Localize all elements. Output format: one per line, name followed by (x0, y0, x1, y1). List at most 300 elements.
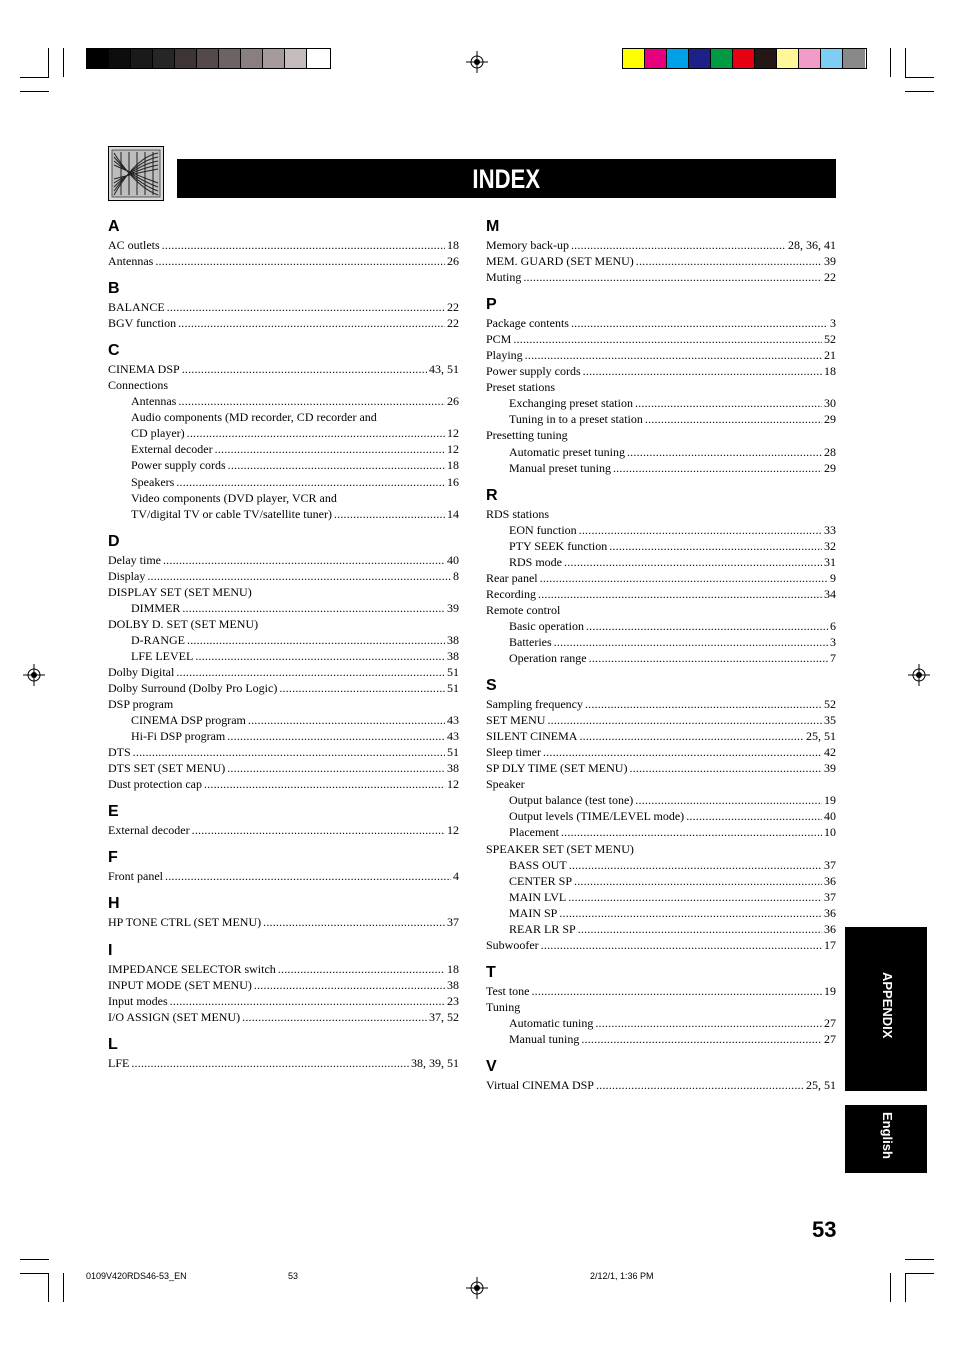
index-page-ref: 28 (824, 444, 836, 459)
letter-spacer (108, 931, 459, 939)
index-letter-heading: P (486, 296, 497, 314)
index-group-label (108, 696, 459, 712)
dot-leader (686, 808, 822, 824)
dot-leader (568, 889, 822, 905)
index-term: Placement (509, 825, 559, 840)
letter-spacer (108, 331, 459, 339)
index-page-ref: 19 (824, 793, 836, 808)
dot-leader (569, 857, 822, 873)
index-page-ref: 22 (824, 270, 836, 285)
crop-mark (905, 77, 934, 78)
index-entry (486, 315, 836, 331)
index-page-ref: 28, 36, 41 (788, 238, 836, 252)
index-term: Dust protection cap (108, 777, 202, 792)
index-term: Dolby Surround (Dolby Pro Logic) (108, 681, 278, 696)
index-page-ref: 39 (447, 600, 459, 615)
index-term: TV/digital TV or cable TV/satellite tuner) (131, 506, 332, 521)
index-letter-heading: V (486, 1058, 497, 1076)
index-entry (108, 868, 459, 884)
index-entry (108, 648, 459, 664)
crop-mark (905, 48, 906, 77)
index-term: LFE (108, 1055, 130, 1070)
index-page-ref: 38 (447, 632, 459, 647)
dot-leader (525, 347, 822, 363)
dot-leader (215, 441, 445, 457)
index-entry (108, 1009, 459, 1025)
index-term: DTS SET (SET MENU) (108, 761, 226, 776)
letter-spacer (486, 285, 836, 293)
index-page-ref: 12 (447, 823, 459, 838)
index-entry (486, 1031, 836, 1047)
index-page-ref: 6 (830, 618, 836, 633)
index-term: Input modes (108, 993, 168, 1008)
dot-leader (636, 253, 822, 269)
index-entry (108, 299, 459, 315)
index-group-label (486, 379, 836, 395)
index-entry (486, 411, 836, 427)
registration-mark-icon (466, 51, 488, 73)
letter-spacer (486, 953, 836, 961)
index-term: Muting (486, 270, 522, 285)
index-term: Sampling frequency (486, 697, 583, 712)
index-group-label (108, 490, 459, 506)
index-page-ref: 27 (824, 1031, 836, 1046)
dot-leader (538, 586, 822, 602)
index-term: HP TONE CTRL (SET MENU) (108, 915, 262, 930)
dot-leader (167, 299, 445, 315)
index-term: INPUT MODE (SET MENU) (108, 977, 252, 992)
dot-leader (531, 983, 822, 999)
dot-leader (579, 522, 822, 538)
index-page-ref: 36 (824, 921, 836, 936)
page-number: 53 (812, 1217, 837, 1242)
index-term: Batteries (509, 634, 552, 649)
index-entry (486, 444, 836, 460)
color-swatch (799, 49, 821, 68)
dot-leader (187, 425, 445, 441)
index-page-ref: 38, 39, 51 (411, 1055, 459, 1070)
dot-leader (176, 664, 445, 680)
index-page-ref: 18 (447, 238, 459, 252)
index-entry (486, 237, 836, 253)
index-term: PTY SEEK function (509, 538, 608, 553)
index-term: DOLBY D. SET (SET MENU) (108, 616, 259, 631)
crop-mark (48, 1273, 49, 1302)
index-letter-heading: C (108, 342, 120, 360)
index-term: Power supply cords (131, 458, 226, 473)
index-term: Remote control (486, 602, 561, 617)
index-entry (486, 460, 836, 476)
index-page-ref: 34 (824, 586, 836, 601)
index-entry (486, 792, 836, 808)
index-entry (108, 253, 459, 269)
index-entry (486, 650, 836, 666)
index-entry (108, 568, 459, 584)
footer-date: 2/12/1, 1:36 PM (590, 1271, 654, 1281)
dot-leader (579, 728, 804, 744)
index-entry (486, 554, 836, 570)
color-swatch (843, 49, 865, 68)
index-page-ref: 12 (447, 442, 459, 457)
index-term: DISPLAY SET (SET MENU) (108, 584, 252, 599)
index-page-ref: 39 (824, 254, 836, 269)
index-entry (108, 914, 459, 930)
index-entry (486, 744, 836, 760)
index-entry (486, 983, 836, 999)
dot-leader (629, 760, 822, 776)
index-page-ref: 17 (824, 937, 836, 952)
dot-leader (609, 538, 822, 554)
index-entry (108, 474, 459, 490)
index-group-label (486, 776, 836, 792)
dot-leader (165, 868, 451, 884)
appendix-tab-label: APPENDIX (880, 972, 895, 1039)
dot-leader (227, 728, 445, 744)
index-entry (486, 347, 836, 363)
index-page-ref: 43 (447, 713, 459, 728)
index-term: Speaker (486, 777, 525, 792)
index-letter-heading: S (486, 677, 497, 695)
dot-leader (155, 253, 445, 269)
index-entry (108, 664, 459, 680)
index-term: Memory back-up (486, 238, 569, 252)
index-entry (108, 425, 459, 441)
index-letter-heading: D (108, 532, 120, 550)
index-term: DIMMER (131, 600, 181, 615)
section-logo-icon (108, 146, 164, 201)
crop-mark (48, 48, 49, 77)
index-page-ref: 27 (824, 1015, 836, 1030)
index-page-ref: 36 (824, 905, 836, 920)
index-entry (108, 728, 459, 744)
index-entry (486, 331, 836, 347)
index-term: I/O ASSIGN (SET MENU) (108, 1009, 241, 1024)
crop-mark (20, 1259, 49, 1260)
dot-leader (581, 1031, 822, 1047)
dot-leader (227, 760, 445, 776)
dot-leader (513, 331, 822, 347)
index-term: RDS mode (509, 554, 563, 569)
index-page-ref: 35 (824, 713, 836, 728)
dot-leader (561, 824, 822, 840)
index-term: LFE LEVEL (131, 648, 194, 663)
index-term: Tuning in to a preset station (509, 412, 643, 427)
dot-leader (627, 444, 822, 460)
dot-leader (543, 744, 822, 760)
index-entry (108, 680, 459, 696)
index-page-ref: 31 (824, 554, 836, 569)
index-term: MAIN LVL (509, 889, 567, 904)
index-term: Delay time (108, 552, 161, 567)
index-entry (108, 237, 459, 253)
index-entry (486, 728, 836, 744)
index-entry (108, 822, 459, 838)
index-entry (486, 363, 836, 379)
index-entry (486, 395, 836, 411)
color-swatch (777, 49, 799, 68)
index-entry (108, 776, 459, 792)
letter-spacer (108, 269, 459, 277)
grayscale-color-bar (86, 48, 331, 69)
color-swatch (821, 49, 843, 68)
index-term: REAR LR SP (509, 921, 576, 936)
color-swatch (667, 49, 689, 68)
dot-leader (242, 1009, 427, 1025)
dot-leader (585, 696, 822, 712)
index-term: Test tone (486, 983, 530, 998)
dot-leader (192, 822, 445, 838)
index-term: Antennas (131, 394, 177, 409)
dot-leader (176, 474, 445, 490)
index-entry (108, 961, 459, 977)
index-term: Video components (DVD player, VCR and (131, 490, 337, 505)
index-page-ref: 10 (824, 825, 836, 840)
index-page-ref: 25, 51 (806, 729, 836, 744)
index-group-label (108, 409, 459, 425)
index-entry (108, 993, 459, 1009)
index-page-ref: 26 (447, 394, 459, 409)
index-letter-heading: H (108, 895, 120, 913)
index-term: Front panel (108, 869, 163, 884)
index-page-ref: 22 (447, 316, 459, 331)
dot-leader (228, 457, 445, 473)
index-entry (486, 808, 836, 824)
color-swatch (623, 49, 645, 68)
letter-spacer (108, 838, 459, 846)
index-entry (486, 586, 836, 602)
index-page-ref: 25, 51 (806, 1078, 836, 1093)
dot-leader (554, 634, 828, 650)
index-term: Connections (108, 378, 168, 393)
crop-mark (905, 1259, 934, 1260)
index-term: Sleep timer (486, 745, 541, 760)
index-page-ref: 18 (447, 961, 459, 976)
crop-mark (905, 1273, 934, 1274)
index-term: External decoder (131, 442, 213, 457)
index-term: Manual tuning (509, 1031, 580, 1046)
index-entry (486, 921, 836, 937)
index-page-ref: 37 (447, 915, 459, 930)
dot-leader (163, 552, 445, 568)
index-entry (108, 632, 459, 648)
language-tab-label: English (880, 1112, 895, 1159)
index-entry (486, 824, 836, 840)
dot-leader (645, 411, 822, 427)
dot-leader (254, 977, 445, 993)
dot-leader (195, 648, 445, 664)
index-column-right (486, 215, 836, 1093)
index-entry (108, 1055, 459, 1071)
index-page-ref: 18 (447, 458, 459, 473)
dot-leader (133, 744, 445, 760)
index-page-ref: 42 (824, 745, 836, 760)
index-page-ref: 9 (830, 570, 836, 585)
index-term: Package contents (486, 316, 569, 331)
dot-leader (540, 570, 828, 586)
dot-leader (635, 792, 822, 808)
index-letter-heading: I (108, 941, 113, 959)
index-page-ref: 30 (824, 396, 836, 411)
color-swatch (241, 49, 263, 68)
dot-leader (162, 237, 445, 253)
index-term: Tuning (486, 999, 521, 1014)
index-term: Playing (486, 348, 523, 363)
index-group-label (108, 616, 459, 632)
crop-mark (20, 77, 49, 78)
index-page-ref: 36 (824, 873, 836, 888)
index-page-ref: 21 (824, 348, 836, 363)
index-group-label (486, 427, 836, 443)
index-term: PCM (486, 332, 512, 347)
dot-leader (564, 554, 822, 570)
index-column-left (108, 215, 459, 1071)
index-entry (486, 760, 836, 776)
crop-mark (63, 48, 64, 77)
index-page-ref: 3 (830, 634, 836, 649)
index-page-ref: 26 (447, 254, 459, 269)
dot-leader (131, 1055, 409, 1071)
index-term: BASS OUT (509, 857, 567, 872)
dot-leader (182, 600, 445, 616)
dot-leader (571, 237, 786, 253)
index-page-ref: 51 (447, 664, 459, 679)
index-term: MAIN SP (509, 905, 558, 920)
index-term: RDS stations (486, 506, 550, 521)
index-page-ref: 38 (447, 977, 459, 992)
process-color-bar (622, 48, 867, 69)
index-term: Presetting tuning (486, 428, 568, 443)
index-letter-heading: R (486, 486, 498, 504)
index-page-ref: 3 (830, 316, 836, 331)
dot-leader (178, 393, 445, 409)
index-page-ref: 4 (453, 869, 459, 884)
index-term: Preset stations (486, 380, 555, 395)
index-entry (486, 269, 836, 285)
index-page-ref: 38 (447, 761, 459, 776)
color-swatch (689, 49, 711, 68)
index-term: Dolby Digital (108, 664, 175, 679)
index-page-ref: 18 (824, 364, 836, 379)
index-entry (108, 600, 459, 616)
index-term: Output levels (TIME/LEVEL mode) (509, 809, 685, 824)
color-swatch (645, 49, 667, 68)
index-letter-heading: A (108, 218, 120, 235)
registration-mark-icon (466, 1277, 488, 1299)
index-group-label (108, 584, 459, 600)
letter-spacer (486, 1047, 836, 1055)
index-term: Exchanging preset station (509, 396, 633, 411)
color-swatch (87, 49, 109, 68)
dot-leader (523, 269, 822, 285)
index-page-ref: 8 (453, 568, 459, 583)
index-term: Manual preset tuning (509, 460, 611, 475)
registration-mark-icon (908, 664, 930, 686)
index-page-ref: 51 (447, 681, 459, 696)
index-entry (486, 905, 836, 921)
dot-leader (571, 315, 828, 331)
index-page-ref: 12 (447, 426, 459, 441)
index-entry (486, 873, 836, 889)
letter-spacer (108, 522, 459, 530)
dot-leader (559, 905, 822, 921)
index-entry (108, 760, 459, 776)
index-term: Recording (486, 586, 536, 601)
dot-leader (586, 618, 828, 634)
index-page-ref: 7 (830, 651, 836, 666)
dot-leader (578, 921, 822, 937)
index-page-ref: 52 (824, 332, 836, 347)
index-term: BALANCE (108, 300, 165, 315)
color-swatch (711, 49, 733, 68)
color-swatch (307, 49, 329, 68)
index-page-ref: 40 (447, 552, 459, 567)
index-entry (486, 570, 836, 586)
index-entry (486, 712, 836, 728)
index-term: Output balance (test tone) (509, 793, 634, 808)
index-term: Operation range (509, 651, 587, 666)
index-page-ref: 39 (824, 761, 836, 776)
footer-file-name: 0109V420RDS46-53_EN (86, 1271, 187, 1281)
index-entry (486, 634, 836, 650)
index-entry (486, 857, 836, 873)
color-swatch (175, 49, 197, 68)
index-group-label (486, 999, 836, 1015)
index-entry (486, 889, 836, 905)
dot-leader (574, 873, 822, 889)
index-letter-heading: B (108, 280, 120, 298)
index-entry (486, 937, 836, 953)
appendix-tab (845, 927, 927, 1091)
index-term: Power supply cords (486, 364, 581, 379)
index-term: SILENT CINEMA (486, 729, 578, 744)
dot-leader (334, 506, 445, 522)
index-entry (486, 1077, 836, 1093)
color-swatch (109, 49, 131, 68)
index-term: CENTER SP (509, 873, 573, 888)
index-page-ref: 23 (447, 993, 459, 1008)
index-term: Audio components (MD recorder, CD recorder and (131, 410, 377, 425)
index-page-ref: 22 (447, 300, 459, 315)
crop-mark (905, 1273, 906, 1302)
dot-leader (279, 680, 445, 696)
index-term: DTS (108, 745, 131, 760)
index-entry (486, 522, 836, 538)
index-entry (486, 1015, 836, 1031)
dot-leader (547, 712, 822, 728)
dot-leader (595, 1015, 822, 1031)
letter-spacer (108, 1025, 459, 1033)
color-swatch (263, 49, 285, 68)
index-term: AC outlets (108, 238, 160, 252)
crop-mark (890, 1273, 891, 1302)
index-term: Subwoofer (486, 937, 539, 952)
index-entry (108, 552, 459, 568)
dot-leader (278, 961, 445, 977)
dot-leader (204, 776, 445, 792)
index-entry (486, 696, 836, 712)
index-page-ref: 40 (824, 809, 836, 824)
index-page-ref: 38 (447, 648, 459, 663)
index-term: IMPEDANCE SELECTOR switch (108, 961, 276, 976)
dot-leader (541, 937, 822, 953)
index-term: CD player) (131, 426, 185, 441)
index-entry (108, 441, 459, 457)
index-entry (108, 506, 459, 522)
index-page-ref: 51 (447, 745, 459, 760)
crop-mark (20, 91, 49, 92)
index-entry (108, 361, 459, 377)
index-entry (486, 538, 836, 554)
